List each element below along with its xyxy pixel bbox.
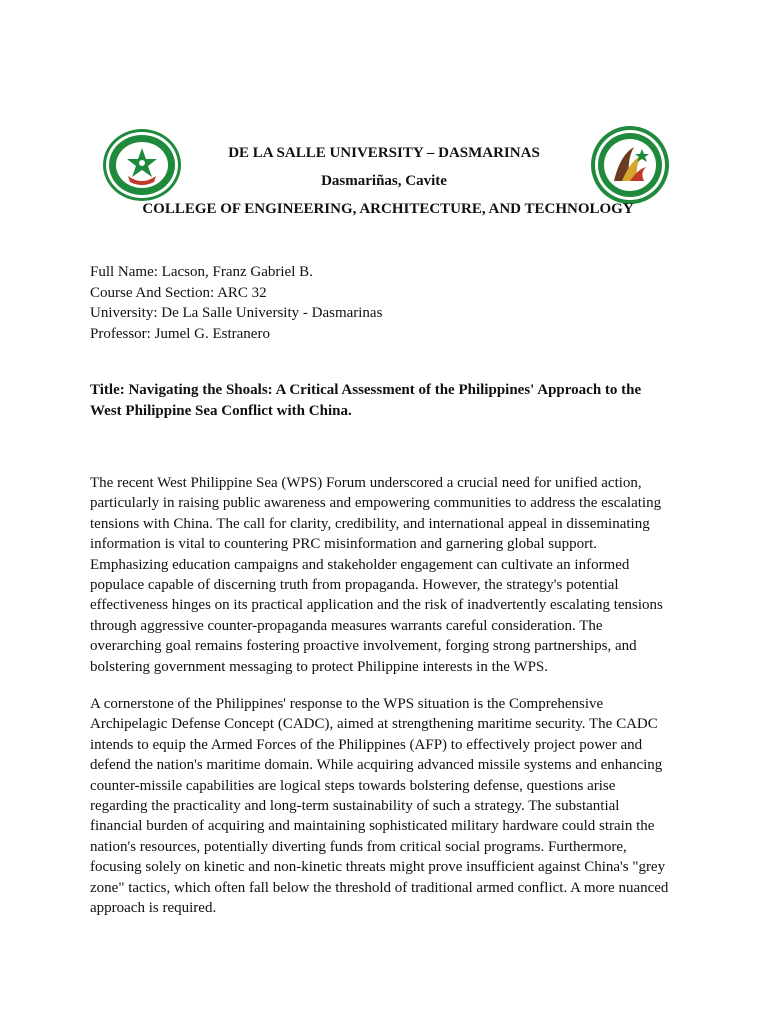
- paragraph-line: populace capable of discerning truth from propaganda. However, the strategy's potential: [90, 577, 619, 594]
- paragraph-line: financial burden of acquiring and maintaining sophisticated military hardware could strain the: [90, 818, 655, 835]
- paragraph-line: The recent West Philippine Sea (WPS) Forum underscored a crucial need for unified action,: [90, 475, 642, 491]
- student-info: [90, 262, 382, 344]
- paragraph-line: regarding the practicality and long-term sustainability of such a strategy. The substantial: [90, 798, 620, 815]
- paragraph-2: [90, 694, 690, 918]
- paragraph-line: Emphasizing education campaigns and stakeholder engagement can cultivate an informed: [90, 556, 630, 573]
- paragraph-line: focusing solely on kinetic and non-kinetic threats might prove insufficient against China's "grey: [90, 859, 666, 876]
- paragraph-line: overarching goal remains fostering proactive involvement, forging strong partnerships, and: [90, 638, 637, 655]
- paragraph-line: intends to equip the Armed Forces of the Philippines (AFP) to effectively project power and: [90, 736, 643, 753]
- paragraph-line: counter-missile capabilities are logical steps towards bolstering defense, questions arise: [90, 777, 616, 794]
- university-seal-icon: [102, 128, 182, 202]
- college-name: COLLEGE OF ENGINEERING, ARCHITECTURE, AND TECHNOLOGY: [142, 201, 634, 217]
- college-seal-icon: [590, 125, 670, 205]
- university-line: University: De La Salle University - Dasmarinas: [90, 305, 383, 321]
- professor: Professor: Jumel G. Estranero: [90, 325, 270, 342]
- paragraph-line: A cornerstone of the Philippines' response to the WPS situation is the Comprehensive: [90, 696, 604, 712]
- paragraph-line: information is vital to countering PRC misinformation and garnering global support.: [90, 536, 598, 553]
- paragraph-line: effectiveness hinges on its practical application and the risk of inadvertently escalating tensions: [90, 597, 663, 614]
- paragraph-line: nation's resources, potentially diverting funds from critical social programs. Furthermore,: [90, 838, 627, 855]
- university-name: DE LA SALLE UNIVERSITY – DASMARINAS: [228, 145, 540, 161]
- paragraph-line: zone" tactics, which often fall below the threshold of traditional armed conflict. A more nuanced: [90, 879, 669, 896]
- title-line: Title: Navigating the Shoals: A Critical Assessment of the Philippines' Approach to the: [90, 382, 642, 398]
- paragraph-line: Archipelagic Defense Concept (CADC), aimed at strengthening maritime security. The CADC: [90, 716, 658, 733]
- paragraph-line: through aggressive counter-propaganda measures warrants careful consideration. The: [90, 617, 603, 634]
- full-name: Full Name: Lacson, Franz Gabriel B.: [90, 264, 313, 280]
- course-section: Course And Section: ARC 32: [90, 284, 267, 301]
- paragraph-line: bolstering government messaging to protect Philippine interests in the WPS.: [90, 658, 548, 675]
- paragraph-line: particularly in raising public awareness and empowering communities to address the escalating: [90, 495, 662, 512]
- university-location: Dasmariñas, Cavite: [321, 173, 447, 189]
- paragraph-line: approach is required.: [90, 900, 217, 917]
- title-line: West Philippine Sea Conflict with China.: [90, 402, 352, 419]
- paragraph-1: [90, 473, 690, 677]
- paragraph-line: tensions with China. The call for clarity, credibility, and international appeal in disseminating: [90, 515, 650, 532]
- essay-title: [90, 380, 690, 421]
- paragraph-line: defend the nation's maritime domain. While acquiring advanced missile systems and enhancing: [90, 757, 663, 774]
